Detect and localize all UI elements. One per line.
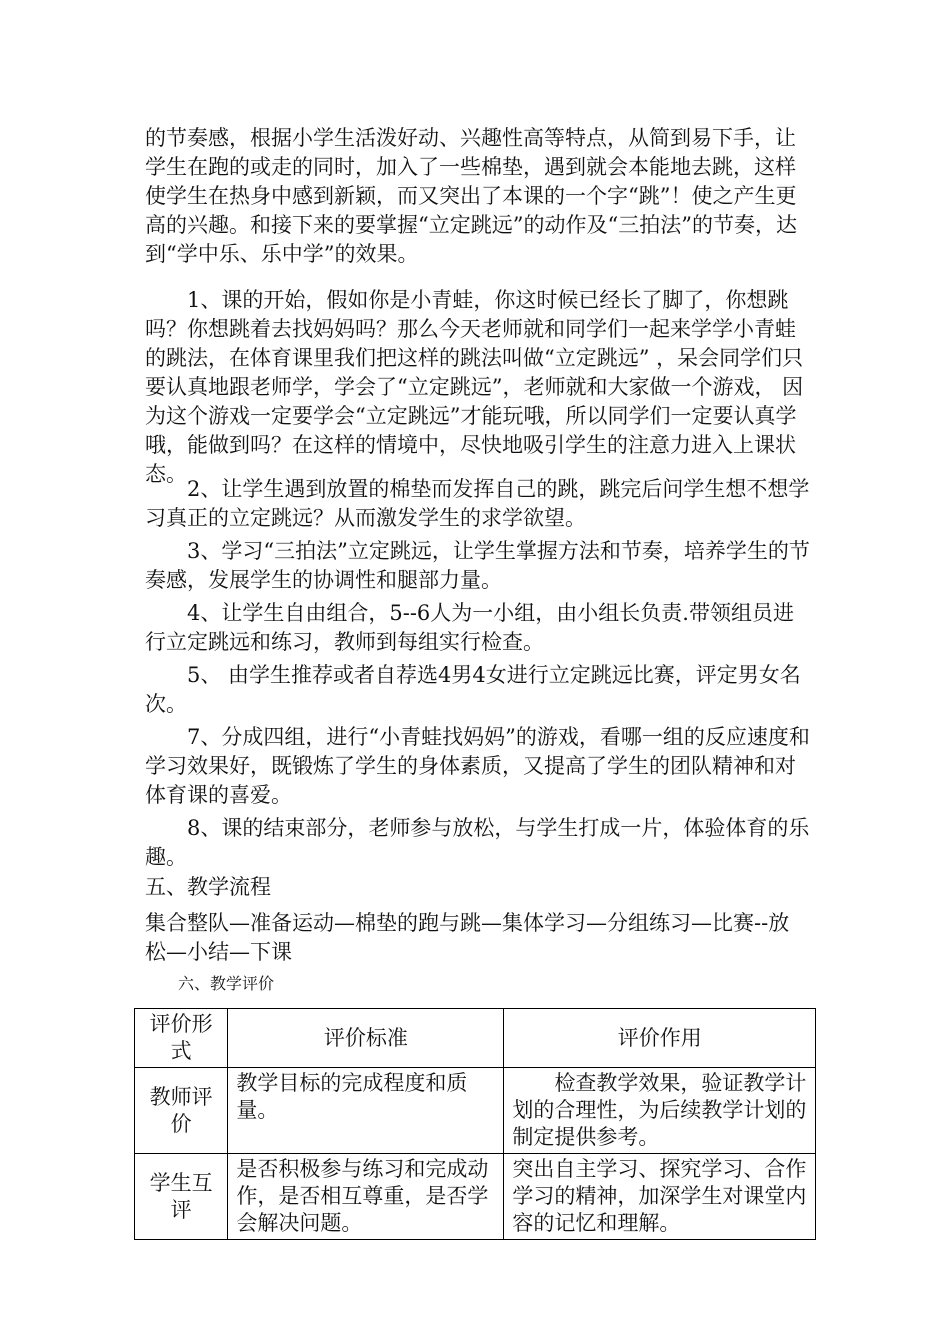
row-standard: 是否积极参与练习和完成动作，是否相互尊重，是否学会解决问题。 bbox=[228, 1154, 504, 1240]
intro-paragraph: 的节奏感，根据小学生活泼好动、兴趣性高等特点，从简到易下手，让学生在跑的或走的同时，加入了一些棉垫，遇到就会本能地去跳，这样使学生在热身中感到新颖，而又突出了本课的一个字“跳”！使之产生更高的兴趣。和接下来的要掌握“立定跳远”的动作及“三拍法”的节奏，达到“学中乐、乐中学”的效果。 bbox=[145, 126, 797, 266]
header-standard: 评价标准 bbox=[228, 1009, 504, 1068]
item-5: 5、 由学生推荐或者自荐选4男4女进行立定跳远比赛，评定男女名次。 bbox=[145, 663, 801, 716]
item-3: 3、学习“三拍法”立定跳远，让学生掌握方法和节奏，培养学生的节奏感，发展学生的协调性和腿部力量。 bbox=[145, 539, 810, 592]
table-row bbox=[135, 1068, 816, 1154]
item-8: 8、课的结束部分，老师参与放松，与学生打成一片，体验体育的乐趣。 bbox=[145, 816, 810, 869]
evaluation-table bbox=[134, 1008, 816, 1240]
table-row bbox=[135, 1154, 816, 1240]
table-header-row bbox=[135, 1009, 816, 1068]
header-effect: 评价作用 bbox=[504, 1009, 816, 1068]
header-form: 评价形式 bbox=[135, 1009, 228, 1068]
row-form: 教师评价 bbox=[135, 1068, 228, 1154]
section-6-title: 六、教学评价 bbox=[178, 974, 275, 993]
item-4: 4、让学生自由组合，5--6人为一小组，由小组长负责.带领组员进行立定跳远和练习，教师到每组实行检查。 bbox=[145, 601, 794, 654]
section-5-flow: 集合整队—准备运动—棉垫的跑与跳—集体学习—分组练习—比赛--放松—小结—下课 bbox=[145, 911, 790, 964]
row-effect: 检查教学效果，验证教学计划的合理性，为后续教学计划的制定提供参考。 bbox=[504, 1068, 816, 1154]
item-2: 2、让学生遇到放置的棉垫而发挥自己的跳，跳完后问学生想不想学习真正的立定跳远？从而激发学生的求学欲望。 bbox=[145, 477, 810, 530]
item-1: 1、课的开始，假如你是小青蛙，你这时候已经长了脚了，你想跳吗？你想跳着去找妈妈吗？那么今天老师就和同学们一起来学学小青蛙的跳法，在体育课里我们把这样的跳法叫做“立定跳远” ，呆会同学们只要认真地跟老师学，学会了“立定跳远”，老师就和大家做一个游戏， 因为这个游戏一定要学会“立定跳远”才能玩哦，所以同学们一定要认真学哦，能做到吗？在这样的情境中，尽快地吸引学生的注意力进入上课状态。 bbox=[145, 288, 804, 486]
row-effect: 突出自主学习、探究学习、合作学习的精神，加深学生对课堂内容的记忆和理解。 bbox=[504, 1154, 816, 1240]
row-form: 学生互评 bbox=[135, 1154, 228, 1240]
item-7: 7、分成四组，进行“小青蛙找妈妈”的游戏，看哪一组的反应速度和学习效果好，既锻炼了学生的身体素质，又提高了学生的团队精神和对体育课的喜爱。 bbox=[145, 725, 810, 807]
row-standard: 教学目标的完成程度和质量。 bbox=[228, 1068, 504, 1154]
section-5-title: 五、教学流程 bbox=[145, 875, 271, 899]
